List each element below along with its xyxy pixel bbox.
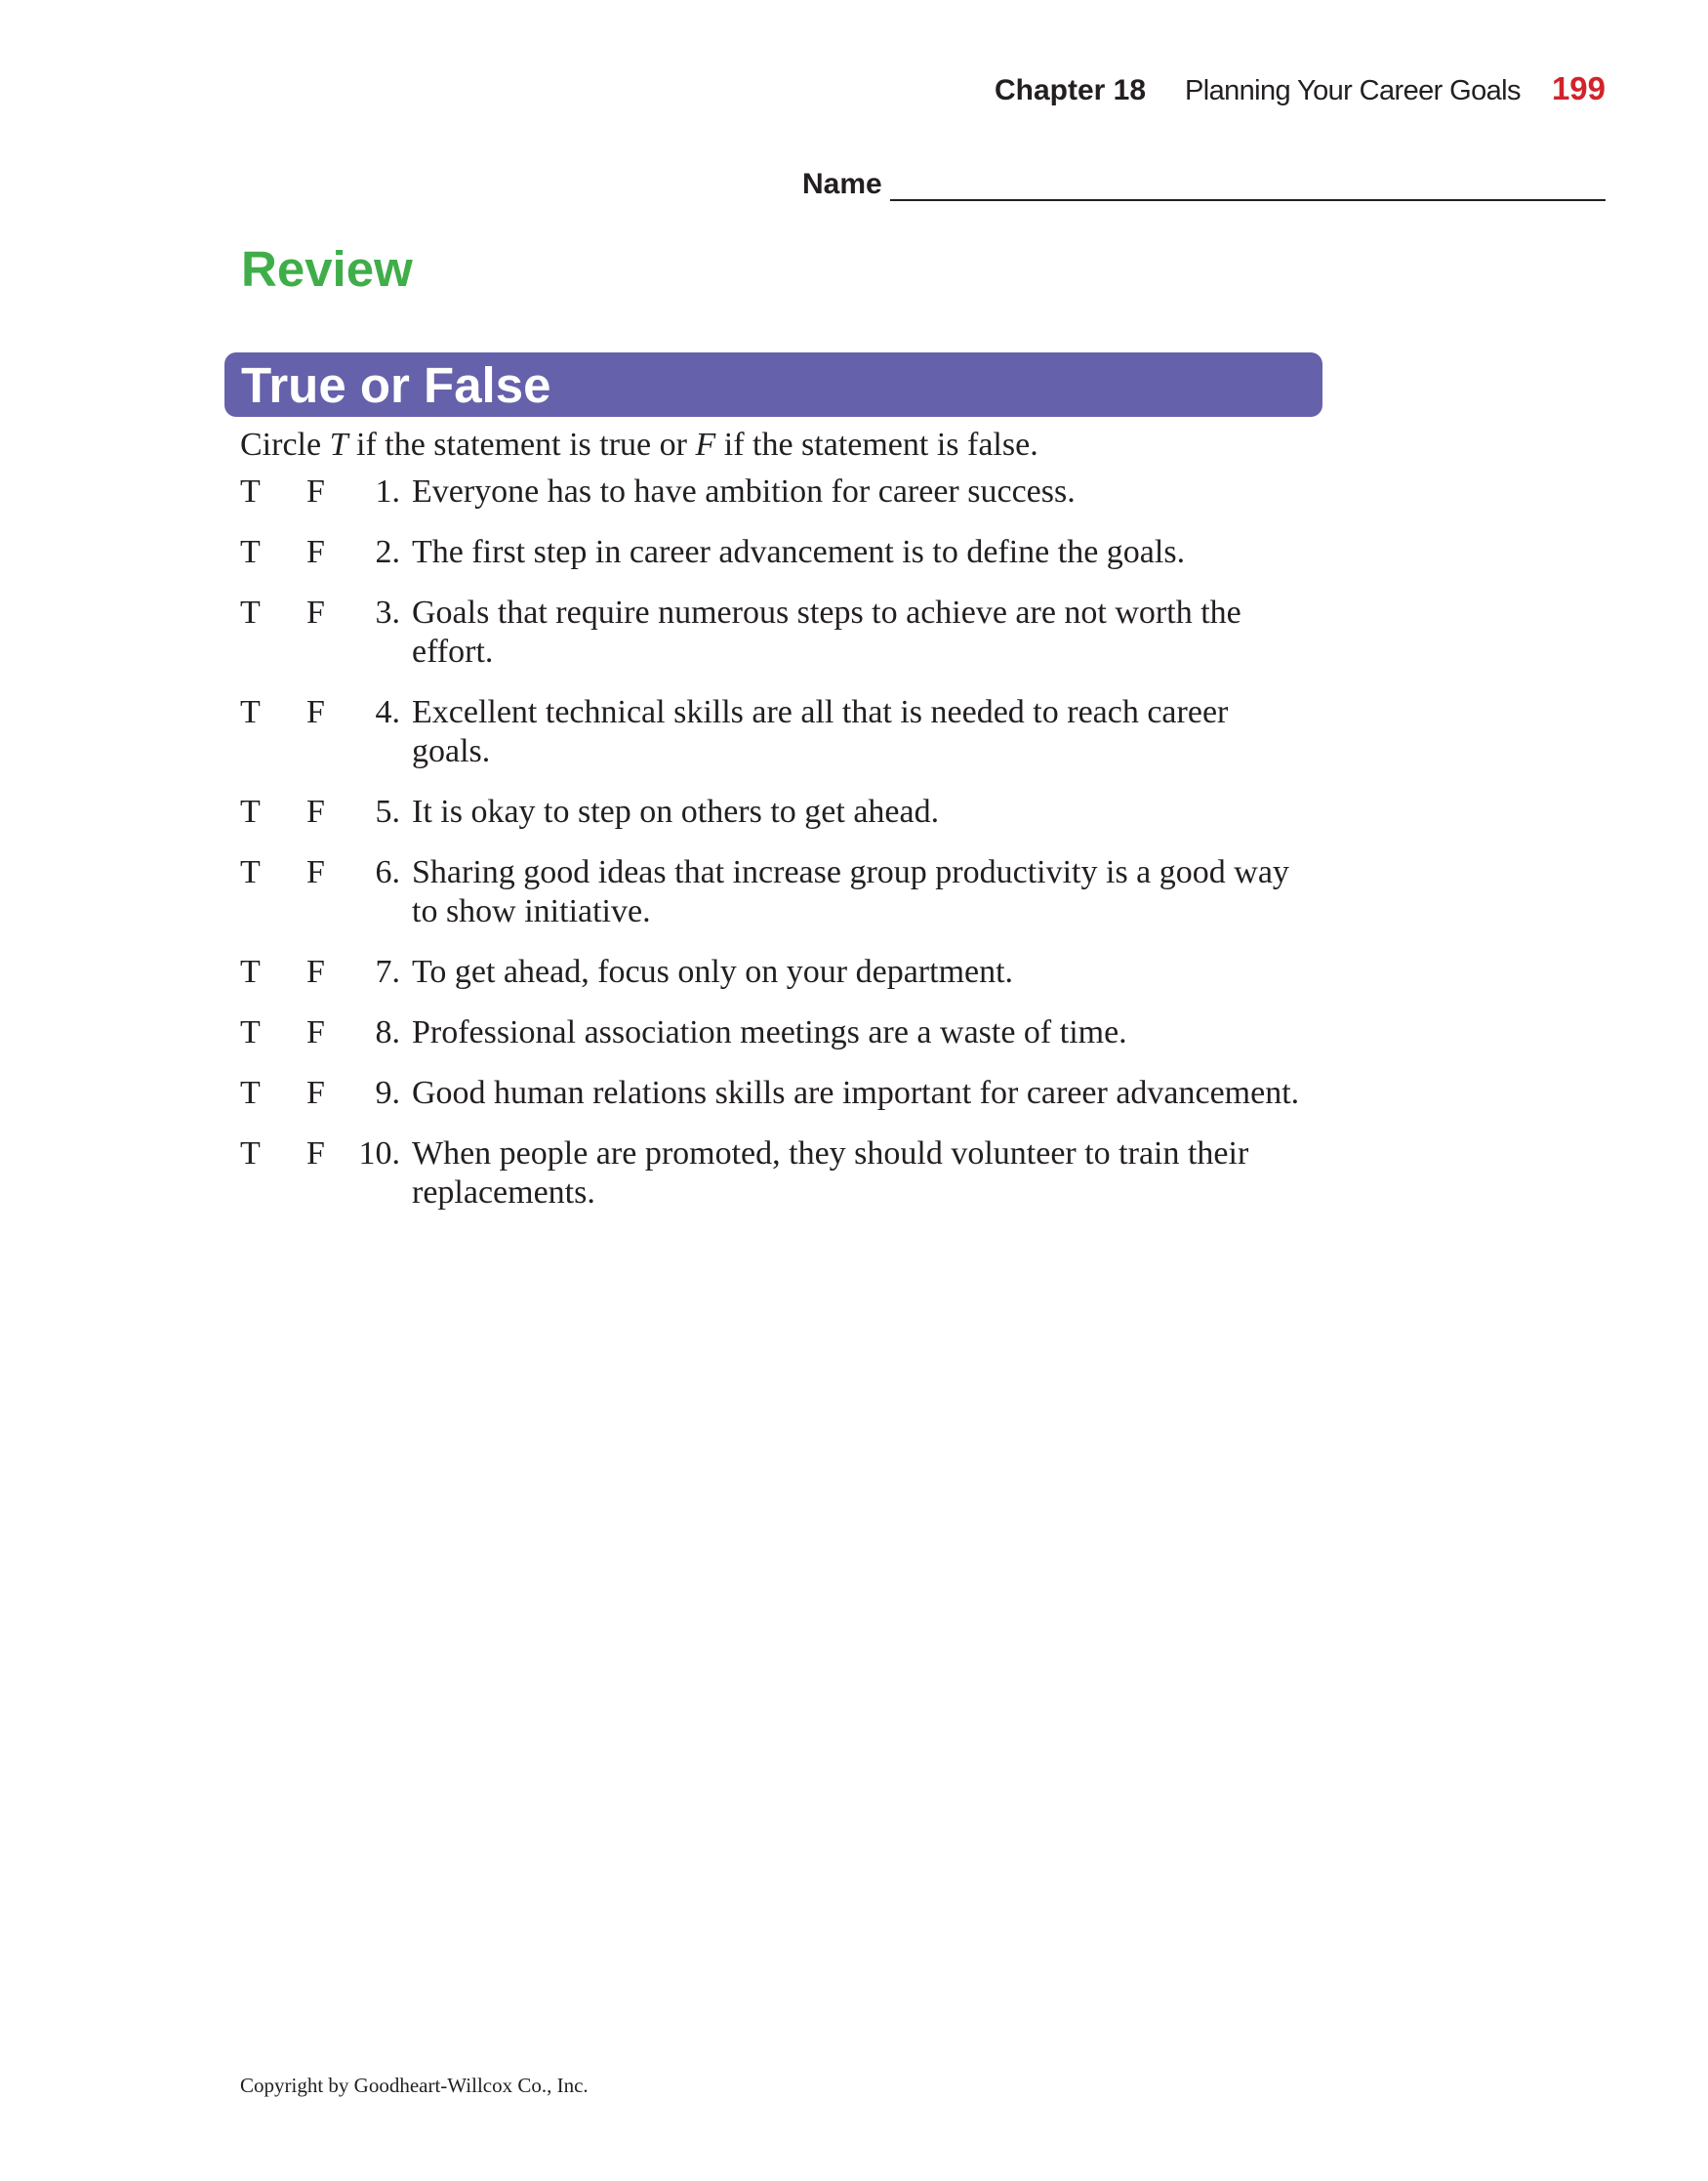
true-option[interactable]: T <box>240 854 261 890</box>
instructions-true-letter: T <box>329 427 348 463</box>
copyright-footer: Copyright by Goodheart-Willcox Co., Inc. <box>240 2074 589 2097</box>
question-item <box>240 853 1343 931</box>
true-option[interactable]: T <box>240 1014 261 1050</box>
question-number: 4. <box>375 694 400 730</box>
question-list <box>240 473 1343 1234</box>
false-option[interactable]: F <box>306 854 325 890</box>
question-item <box>240 953 1343 992</box>
instructions-text: Circle <box>240 427 330 463</box>
chapter-title: Planning Your Career Goals <box>1185 75 1521 106</box>
false-option[interactable]: F <box>306 534 325 570</box>
section-header-bar <box>224 352 1322 417</box>
question-item <box>240 533 1343 572</box>
question-item <box>240 1134 1343 1213</box>
question-text: To get ahead, focus only on your department. <box>412 954 1014 990</box>
name-field[interactable] <box>890 170 1606 201</box>
question-number: 2. <box>375 534 400 570</box>
instructions-false-letter: F <box>695 427 716 463</box>
review-title: Review <box>241 241 413 297</box>
page-number: 199 <box>1551 70 1606 106</box>
question-text: Good human relations skills are important for career advancement. <box>412 1075 1300 1111</box>
false-option[interactable]: F <box>306 595 325 631</box>
question-number: 1. <box>375 473 400 510</box>
question-text: Goals that require numerous steps to achieve are not worth the effort. <box>412 595 1241 670</box>
false-option[interactable]: F <box>306 1075 325 1111</box>
true-option[interactable]: T <box>240 595 261 631</box>
name-row <box>802 168 1606 201</box>
question-text: Professional association meetings are a waste of time. <box>412 1014 1127 1050</box>
question-item <box>240 473 1343 512</box>
question-text: Excellent technical skills are all that is needed to reach career goals. <box>412 694 1229 769</box>
question-text: It is okay to step on others to get ahead. <box>412 794 940 830</box>
question-number: 8. <box>375 1014 400 1050</box>
question-number: 7. <box>375 954 400 990</box>
question-item <box>240 594 1343 672</box>
true-option[interactable]: T <box>240 1135 261 1172</box>
false-option[interactable]: F <box>306 473 325 510</box>
question-number: 6. <box>375 854 400 890</box>
true-option[interactable]: T <box>240 1075 261 1111</box>
false-option[interactable]: F <box>306 1014 325 1050</box>
false-option[interactable]: F <box>306 694 325 730</box>
instructions-text: if the statement is true or <box>347 427 696 463</box>
true-option[interactable]: T <box>240 954 261 990</box>
question-item <box>240 1013 1343 1052</box>
question-item <box>240 1074 1343 1113</box>
chapter-label: Chapter 18 <box>994 74 1147 106</box>
section-title: True or False <box>241 356 551 413</box>
question-text: Sharing good ideas that increase group productivity is a good way to show initiative. <box>412 854 1289 929</box>
question-text: When people are promoted, they should volunteer to train their replacements. <box>412 1135 1249 1211</box>
question-number: 10. <box>358 1135 400 1172</box>
instructions-text: if the statement is false. <box>715 427 1038 463</box>
question-number: 9. <box>375 1075 400 1111</box>
true-option[interactable]: T <box>240 473 261 510</box>
true-option[interactable]: T <box>240 694 261 730</box>
instructions <box>240 426 1038 465</box>
false-option[interactable]: F <box>306 1135 325 1172</box>
question-number: 5. <box>375 794 400 830</box>
question-item <box>240 693 1343 771</box>
question-text: Everyone has to have ambition for career success. <box>412 473 1076 510</box>
question-number: 3. <box>375 595 400 631</box>
page-header <box>995 70 1606 107</box>
name-label: Name <box>802 168 882 200</box>
false-option[interactable]: F <box>306 794 325 830</box>
true-option[interactable]: T <box>240 534 261 570</box>
question-text: The first step in career advancement is to define the goals. <box>412 534 1186 570</box>
question-item <box>240 793 1343 832</box>
false-option[interactable]: F <box>306 954 325 990</box>
true-option[interactable]: T <box>240 794 261 830</box>
